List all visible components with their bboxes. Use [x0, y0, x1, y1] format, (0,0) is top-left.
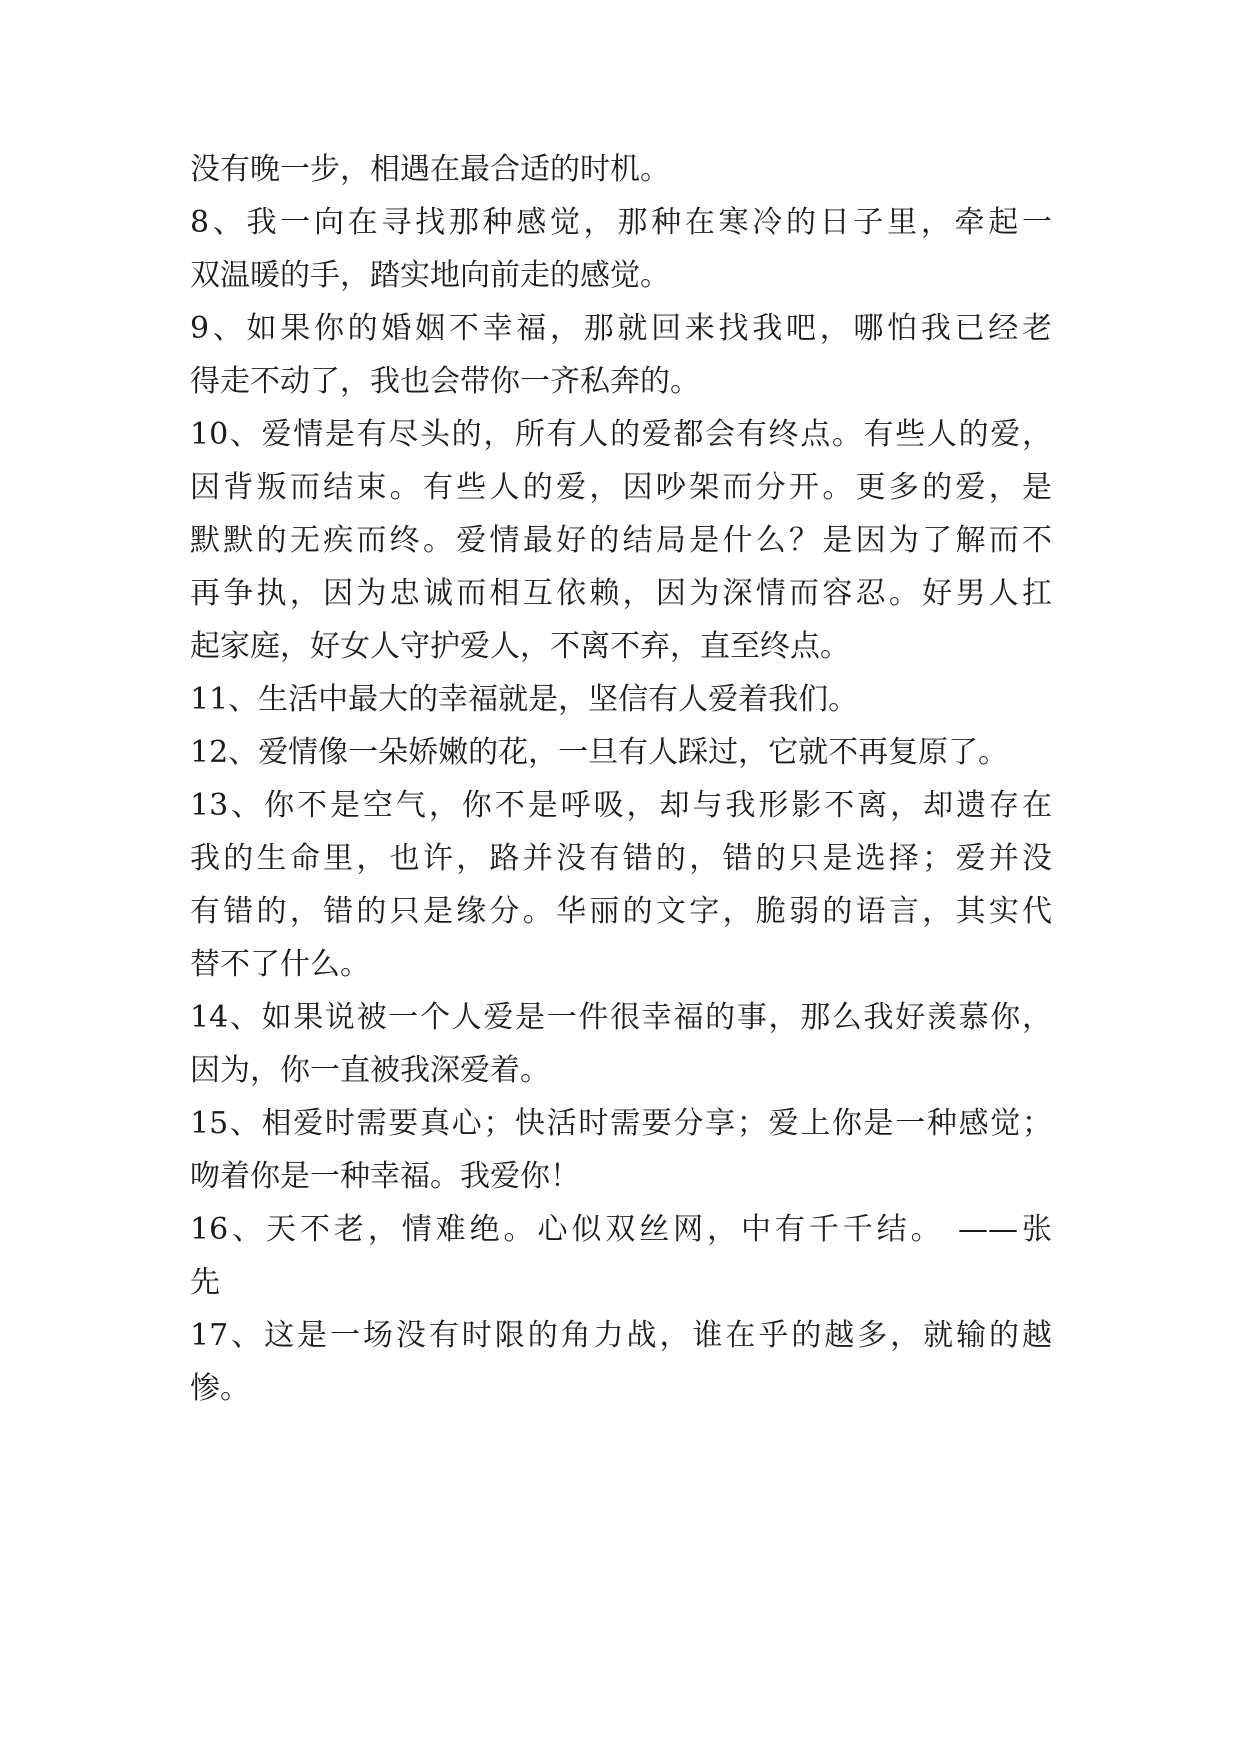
text-line: 再争执，因为忠诚而相互依赖，因为深情而容忍。好男人扛	[190, 576, 1052, 611]
text-line: 默默的无疾而终。爱情最好的结局是什么？是因为了解而不	[190, 523, 1052, 558]
text-line: 15、相爱时需要真心；快活时需要分享；爱上你是一种感觉；	[190, 1106, 1052, 1141]
text-line: 得走不动了，我也会带你一齐私奔的。	[190, 364, 700, 399]
text-line: 因背叛而结束。有些人的爱，因吵架而分开。更多的爱，是	[190, 470, 1052, 505]
text-line: 16、天不老，情难绝。心似双丝网，中有千千结。 ——张	[190, 1212, 1052, 1247]
text-line: 有错的，错的只是缘分。华丽的文字，脆弱的语言，其实代	[190, 894, 1052, 929]
text-line: 因为，你一直被我深爱着。	[190, 1053, 550, 1088]
text-line: 替不了什么。	[190, 947, 370, 982]
text-line: 17、这是一场没有时限的角力战，谁在乎的越多，就输的越	[190, 1318, 1052, 1353]
text-line: 我的生命里，也许，路并没有错的，错的只是选择；爱并没	[190, 841, 1052, 876]
text-line: 11、生活中最大的幸福就是，坚信有人爱着我们。	[190, 682, 859, 717]
text-line: 9、如果你的婚姻不幸福，那就回来找我吧，哪怕我已经老	[190, 311, 1052, 346]
text-line: 10、爱情是有尽头的，所有人的爱都会有终点。有些人的爱，	[190, 417, 1052, 452]
text-line: 起家庭，好女人守护爱人，不离不弃，直至终点。	[190, 629, 850, 664]
text-line: 12、爱情像一朵娇嫩的花，一旦有人踩过，它就不再复原了。	[190, 735, 1009, 770]
text-line: 13、你不是空气，你不是呼吸，却与我形影不离，却遗存在	[190, 788, 1052, 823]
text-line: 14、如果说被一个人爱是一件很幸福的事，那么我好羡慕你，	[190, 1000, 1052, 1035]
text-line: 惨。	[190, 1371, 250, 1406]
text-line: 先	[190, 1265, 220, 1300]
text-line: 双温暖的手，踏实地向前走的感觉。	[190, 258, 670, 293]
text-line: 没有晚一步，相遇在最合适的时机。	[190, 152, 670, 187]
text-line: 8、我一向在寻找那种感觉，那种在寒冷的日子里，牵起一	[190, 205, 1052, 240]
text-line: 吻着你是一种幸福。我爱你！	[190, 1159, 580, 1194]
